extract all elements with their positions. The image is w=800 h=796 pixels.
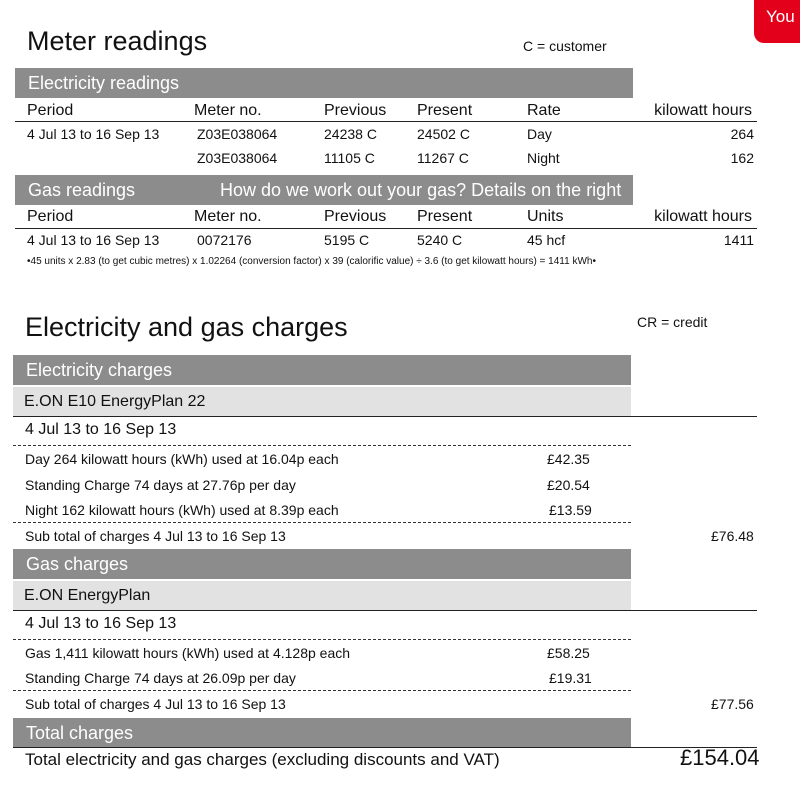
divider xyxy=(15,121,757,122)
divider xyxy=(13,747,757,748)
total-charges-header xyxy=(13,718,631,748)
electricity-charges-header-label: Electricity charges xyxy=(26,360,173,380)
electricity-plan xyxy=(13,387,631,416)
divider xyxy=(13,445,631,446)
total-charges-header-label: Total charges xyxy=(26,723,134,743)
cell-present: 11267 C xyxy=(417,150,469,166)
charge-amount: £20.54 xyxy=(547,477,590,493)
col-meter-no: Meter no. xyxy=(194,208,262,225)
gas-charges-header-label: Gas charges xyxy=(26,554,129,574)
cell-period: 4 Jul 13 to 16 Sep 13 xyxy=(27,232,160,248)
cell-previous: 24238 C xyxy=(324,126,377,142)
gas-period: 4 Jul 13 to 16 Sep 13 xyxy=(25,615,177,632)
col-previous: Previous xyxy=(324,102,387,119)
charge-desc: Standing Charge 74 days at 26.09p per day xyxy=(25,670,296,686)
electricity-charges-header xyxy=(13,355,631,385)
cell-rate: Day xyxy=(527,126,552,142)
cell-previous: 11105 C xyxy=(324,150,375,166)
gas-info-link[interactable]: How do we work out your gas? Details on the right xyxy=(220,180,622,200)
col-rate: Rate xyxy=(527,102,561,119)
cell-period: 4 Jul 13 to 16 Sep 13 xyxy=(27,126,160,142)
cell-present: 24502 C xyxy=(417,126,470,142)
credit-key: CR = credit xyxy=(637,314,708,330)
divider xyxy=(13,416,757,417)
electricity-subtotal-label: Sub total of charges 4 Jul 13 to 16 Sep 13 xyxy=(25,528,286,544)
cell-meter: Z03E038064 xyxy=(197,126,278,142)
charge-amount: £13.59 xyxy=(549,502,592,518)
gas-conversion-formula: •45 units x 2.83 (to get cubic metres) x 1.02264 (conversion factor) x 39 (calorific value) ÷ 3.6 (to get kilowatt hours) = 1411 kWh• xyxy=(27,256,596,267)
col-present: Present xyxy=(417,102,473,119)
customer-key: C = customer xyxy=(523,38,607,54)
gas-charges-header xyxy=(13,549,631,579)
charge-desc: Gas 1,411 kilowatt hours (kWh) used at 4.128p each xyxy=(25,645,351,661)
col-kwh: kilowatt hours xyxy=(654,102,752,119)
electricity-plan-label: E.ON E10 EnergyPlan 22 xyxy=(24,393,206,410)
you-tab[interactable]: You xyxy=(754,0,800,43)
cell-previous: 5195 C xyxy=(324,232,370,248)
col-period: Period xyxy=(27,102,74,119)
charge-desc: Standing Charge 74 days at 27.76p per day xyxy=(25,477,296,493)
divider xyxy=(15,228,757,229)
divider xyxy=(13,690,631,691)
cell-kwh: 264 xyxy=(730,126,754,142)
col-kwh: kilowatt hours xyxy=(654,208,752,225)
electricity-subtotal: £76.48 xyxy=(711,528,754,544)
col-previous: Previous xyxy=(324,208,387,225)
charge-amount: £42.35 xyxy=(547,451,590,467)
cell-kwh: 1411 xyxy=(723,232,754,248)
gas-plan xyxy=(13,581,631,610)
gas-readings-header-label: Gas readings xyxy=(28,180,136,200)
cell-units: 45 hcf xyxy=(527,232,566,248)
divider xyxy=(13,639,631,640)
cell-present: 5240 C xyxy=(417,232,463,248)
col-present: Present xyxy=(417,208,473,225)
charges-title: Electricity and gas charges xyxy=(25,312,348,342)
charge-amount: £19.31 xyxy=(549,670,592,686)
divider xyxy=(13,522,631,523)
cell-meter: 0072176 xyxy=(197,232,252,248)
col-meter-no: Meter no. xyxy=(194,102,262,119)
gas-readings-header xyxy=(15,175,633,205)
meter-readings-title: Meter readings xyxy=(27,26,208,56)
gas-plan-label: E.ON EnergyPlan xyxy=(24,587,151,604)
gas-subtotal-label: Sub total of charges 4 Jul 13 to 16 Sep 13 xyxy=(25,696,286,712)
cell-rate: Night xyxy=(527,150,560,166)
cell-meter: Z03E038064 xyxy=(197,150,278,166)
col-period: Period xyxy=(27,208,74,225)
divider xyxy=(13,610,757,611)
total-label: Total electricity and gas charges (excluding discounts and VAT) xyxy=(25,750,500,769)
col-units: Units xyxy=(527,208,564,225)
cell-kwh: 162 xyxy=(730,150,754,166)
gas-subtotal: £77.56 xyxy=(711,696,754,712)
total-amount: £154.04 xyxy=(680,745,760,770)
charge-desc: Night 162 kilowatt hours (kWh) used at 8.39p each xyxy=(25,502,339,518)
electricity-period: 4 Jul 13 to 16 Sep 13 xyxy=(25,421,177,438)
charge-desc: Day 264 kilowatt hours (kWh) used at 16.04p each xyxy=(25,451,339,467)
electricity-readings-header xyxy=(15,68,633,98)
electricity-readings-header-label: Electricity readings xyxy=(28,73,180,93)
charge-amount: £58.25 xyxy=(547,645,590,661)
